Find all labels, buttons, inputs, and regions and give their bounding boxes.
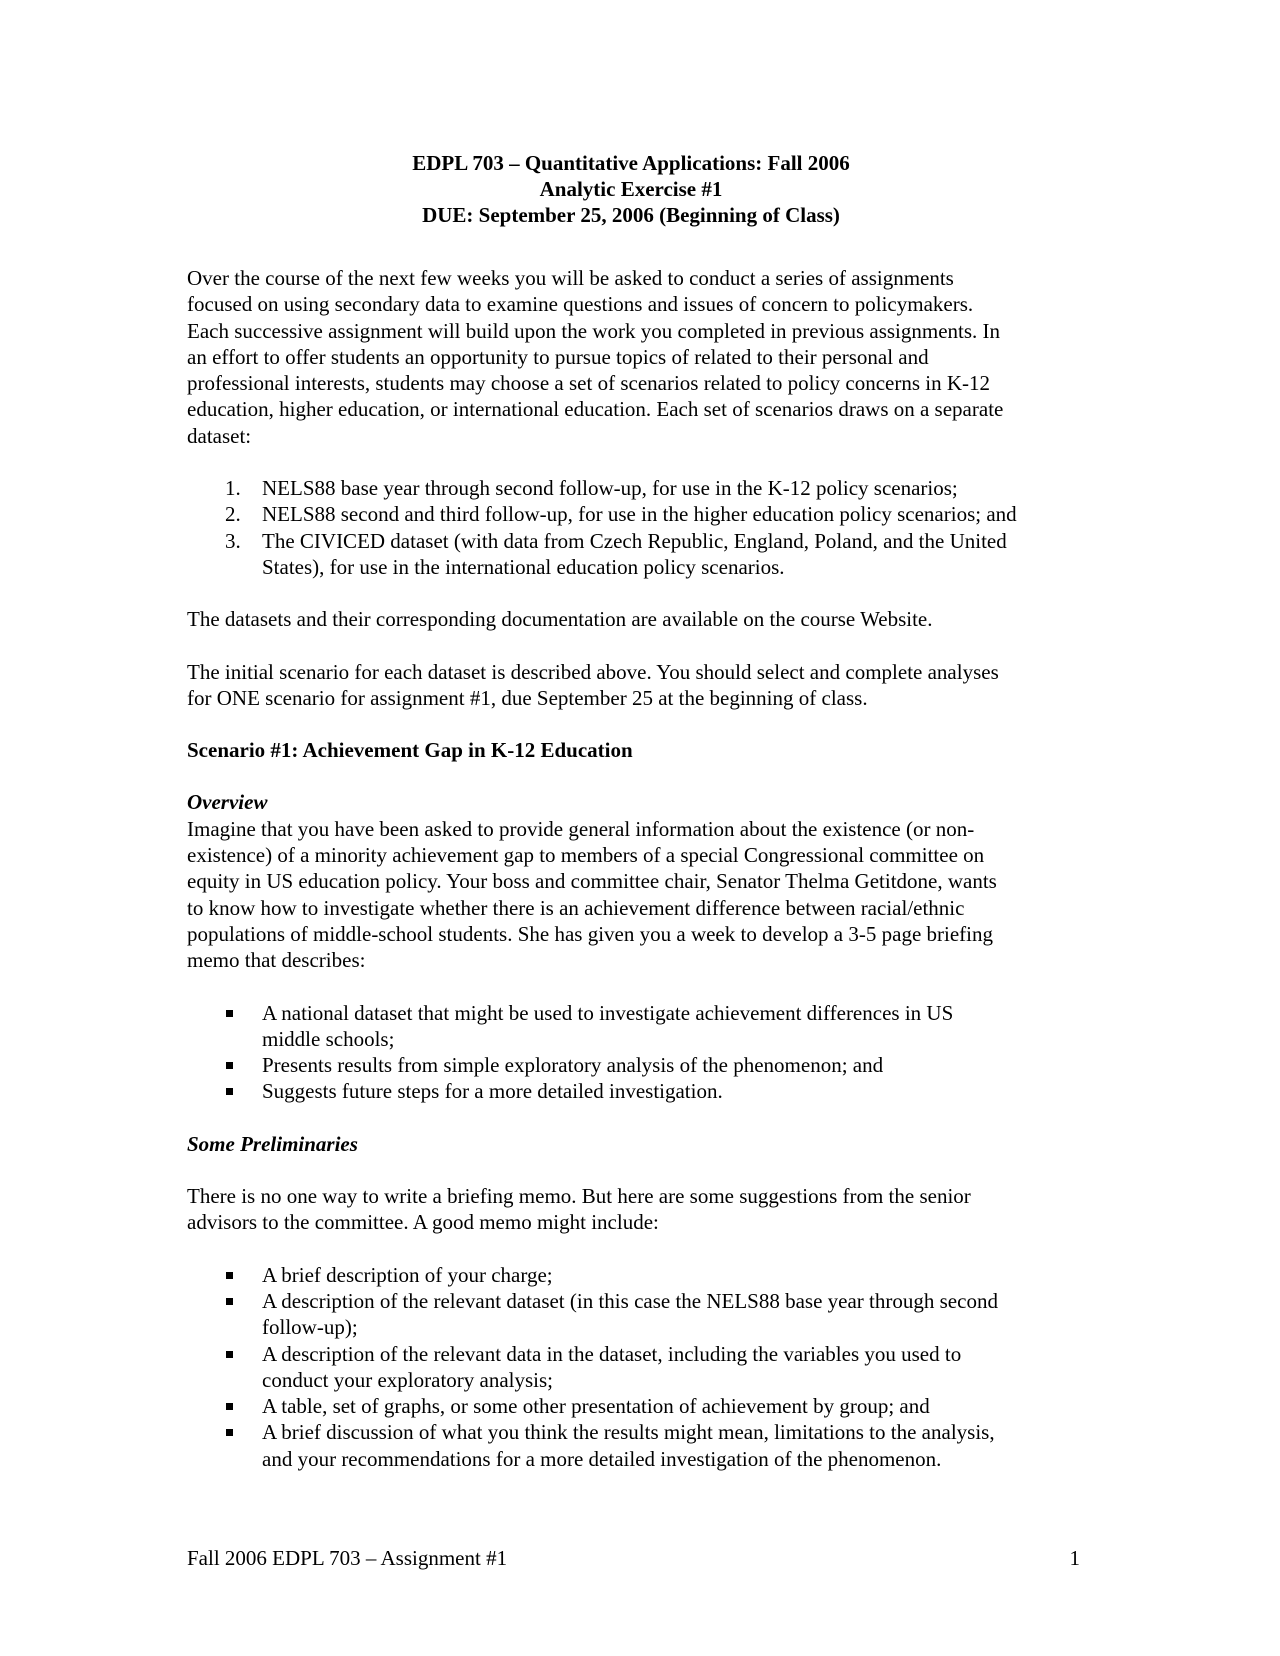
list-item	[187, 1262, 1087, 1288]
suggestions-list	[187, 1262, 1087, 1472]
text-line: A description of the relevant dataset (in this case the NELS88 base year through second	[262, 1288, 998, 1313]
list-number: 1.	[225, 476, 241, 501]
text-line: existence) of a minority achievement gap to members of a special Congressional committee on	[187, 843, 985, 868]
list-number: 3.	[225, 528, 241, 553]
list-number: 2.	[225, 502, 241, 527]
text-line: A table, set of graphs, or some other presentation of achievement by group; and	[262, 1394, 930, 1419]
text-line: follow-up);	[262, 1315, 358, 1340]
text-line: There is no one way to write a briefing memo. But here are some suggestions from the senior	[187, 1184, 971, 1209]
text-line: Imagine that you have been asked to provide general information about the existence (or non-	[187, 816, 975, 841]
square-bullet-icon	[226, 1272, 233, 1279]
square-bullet-icon	[226, 1062, 233, 1069]
list-item	[187, 1341, 1087, 1394]
intro-paragraph	[187, 265, 1087, 449]
text-line: memo that describes:	[187, 948, 366, 973]
list-item	[187, 475, 1087, 501]
list-item	[187, 501, 1087, 527]
text-line: A national dataset that might be used to investigate achievement differences in US	[262, 1000, 954, 1025]
due-date: DUE: September 25, 2006 (Beginning of Class)	[422, 203, 840, 227]
list-item	[187, 1078, 1087, 1104]
text-line: middle schools;	[262, 1026, 395, 1051]
text-line: advisors to the committee. A good memo might include:	[187, 1210, 659, 1235]
document-page	[187, 150, 1087, 1472]
page-number: 1	[1069, 1546, 1080, 1570]
dataset-list	[187, 475, 1087, 580]
square-bullet-icon	[226, 1010, 233, 1017]
list-item	[187, 1393, 1087, 1419]
list-item	[187, 1052, 1087, 1078]
text-line: populations of middle-school students. She has given you a week to develop a 3-5 page briefing	[187, 921, 993, 946]
memo-items-list	[187, 1000, 1087, 1105]
text-line: dataset:	[187, 423, 252, 448]
text-line: Presents results from simple exploratory analysis of the phenomenon; and	[262, 1053, 884, 1078]
document-header	[187, 150, 1075, 228]
overview-paragraph	[187, 816, 1087, 974]
text-line: The initial scenario for each dataset is described above. You should select and complete analyses	[187, 659, 999, 684]
exercise-title: Analytic Exercise #1	[539, 177, 723, 201]
text-line: NELS88 second and third follow-up, for use in the higher education policy scenarios; and	[262, 502, 1017, 527]
text-line: equity in US education policy. Your boss and committee chair, Senator Thelma Getitdone, wants	[187, 869, 997, 894]
text-line: NELS88 base year through second follow-up, for use in the K-12 policy scenarios;	[262, 476, 958, 501]
text-line: education, higher education, or international education. Each set of scenarios draws on a separate	[187, 397, 1004, 422]
text-line: States), for use in the international education policy scenarios.	[262, 554, 785, 579]
square-bullet-icon	[226, 1088, 233, 1095]
list-item	[187, 1419, 1087, 1472]
preliminaries-heading: Some Preliminaries	[187, 1131, 358, 1156]
text-line: Suggests future steps for a more detailed investigation.	[262, 1079, 723, 1104]
preliminaries-paragraph	[187, 1183, 1087, 1236]
availability-paragraph: The datasets and their corresponding documentation are available on the course Website.	[187, 607, 933, 632]
scenario-title: Scenario #1: Achievement Gap in K-12 Education	[187, 738, 633, 763]
footer-label: Fall 2006 EDPL 703 – Assignment #1	[187, 1546, 508, 1570]
square-bullet-icon	[226, 1403, 233, 1410]
text-line: an effort to offer students an opportunity to pursue topics of related to their personal and	[187, 344, 929, 369]
course-title: EDPL 703 – Quantitative Applications: Fall 2006	[412, 151, 850, 175]
text-line: A brief discussion of what you think the results might mean, limitations to the analysis,	[262, 1420, 995, 1445]
square-bullet-icon	[226, 1429, 233, 1436]
text-line: The CIVICED dataset (with data from Czech Republic, England, Poland, and the United	[262, 528, 1007, 553]
text-line: A brief description of your charge;	[262, 1262, 553, 1287]
text-line: A description of the relevant data in the dataset, including the variables you used to	[262, 1341, 962, 1366]
overview-heading: Overview	[187, 790, 268, 815]
text-line: Over the course of the next few weeks you will be asked to conduct a series of assignments	[187, 266, 954, 290]
text-line: to know how to investigate whether there is an achievement difference between racial/ethnic	[187, 895, 965, 920]
text-line: Each successive assignment will build upon the work you completed in previous assignments. In	[187, 318, 1001, 343]
text-line: for ONE scenario for assignment #1, due September 25 at the beginning of class.	[187, 685, 868, 710]
list-item	[187, 1288, 1087, 1341]
text-line: and your recommendations for a more detailed investigation of the phenomenon.	[262, 1446, 942, 1471]
initial-scenario-paragraph	[187, 659, 1087, 712]
text-line: conduct your exploratory analysis;	[262, 1367, 554, 1392]
square-bullet-icon	[226, 1351, 233, 1358]
list-item	[187, 1000, 1087, 1053]
list-item	[187, 528, 1087, 581]
square-bullet-icon	[226, 1298, 233, 1305]
page-footer	[187, 1545, 1087, 1571]
text-line: focused on using secondary data to examine questions and issues of concern to policymakers.	[187, 292, 974, 317]
text-line: professional interests, students may choose a set of scenarios related to policy concerns in K-12	[187, 371, 991, 396]
